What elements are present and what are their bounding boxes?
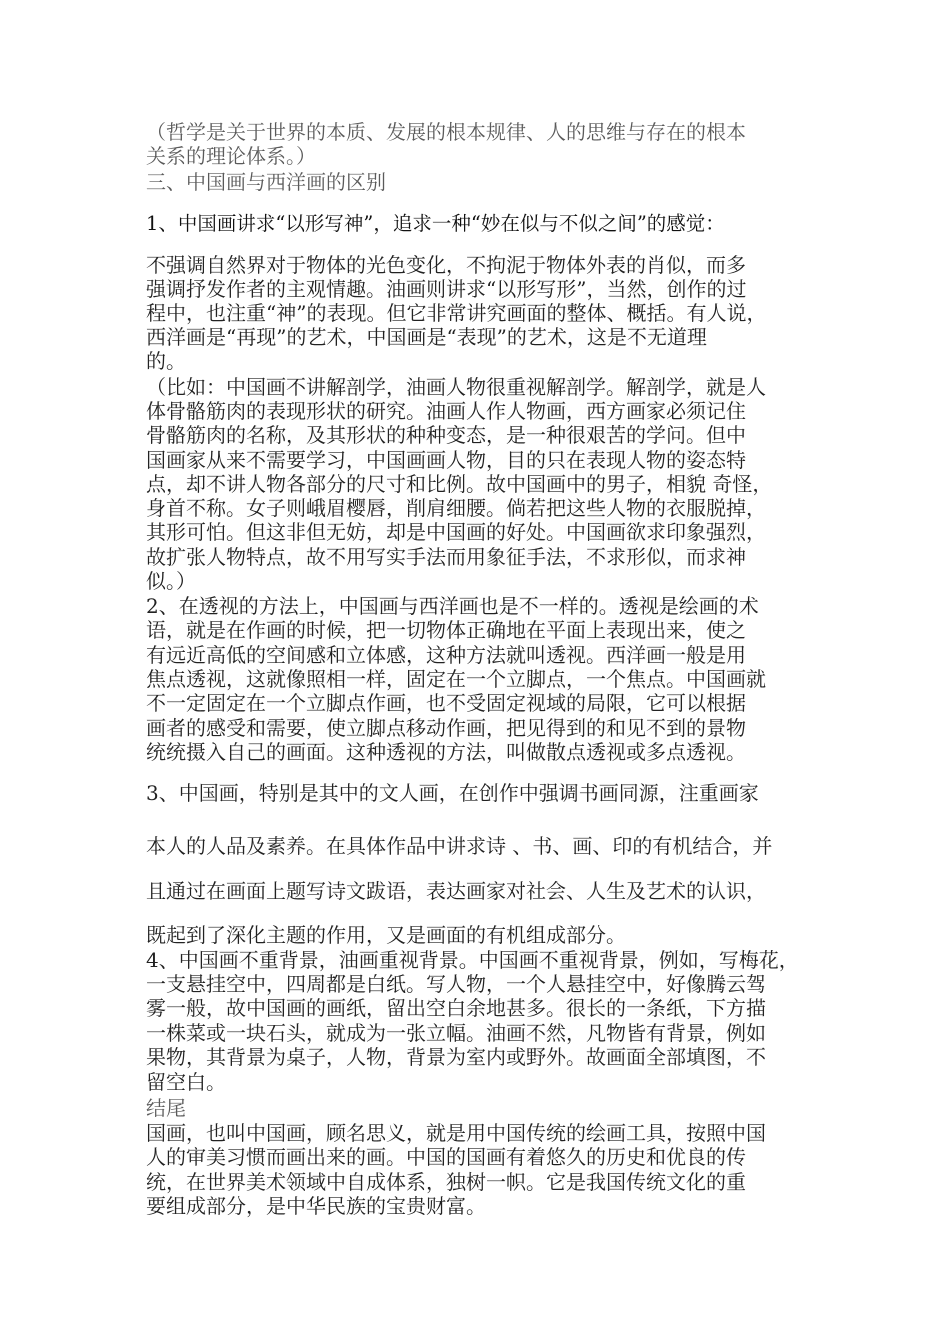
point-4-line: 一株菜或一块石头，就成为一张立幅。油画不然，凡物皆有背景，例如 <box>146 1021 766 1045</box>
conclusion-line: 人的审美习惯而画出来的画。中国的国画有着悠久的历史和优良的传 <box>146 1145 746 1169</box>
conclusion-line: 国画，也叫中国画，顾名思义，就是用中国传统的绘画工具，按照中国 <box>146 1121 766 1145</box>
point-1-line: 不强调自然界对于物体的光色变化，不拘泥于物体外表的肖似，而多 <box>146 253 746 277</box>
point-2-line: 焦点透视，这就像照相一样，固定在一个立脚点，一个焦点。中国画就 <box>146 667 766 691</box>
point-3-line: 且通过在画面上题写诗文跋语，表达画家对社会、人生及艺术的认识， <box>146 879 766 903</box>
point-2-line: 不一定固定在一个立脚点作画，也不受固定视域的局限，它可以根据 <box>146 691 746 715</box>
conclusion-line: 统，在世界美术领域中自成体系，独树一帜。它是我国传统文化的重 <box>146 1170 746 1194</box>
point-1-line: 的。 <box>146 349 186 373</box>
section-heading: 三、中国画与西洋画的区别 <box>146 170 386 194</box>
point-3-line: 既起到了深化主题的作用，又是画面的有机组成部分。 <box>146 923 626 947</box>
point-1-example-line: （比如：中国画不讲解剖学，油画人物很重视解剖学。解剖学，就是人 <box>146 375 766 399</box>
conclusion-heading: 结尾 <box>146 1096 186 1120</box>
point-1-example-line: 点，却不讲人物各部分的尺寸和比例。故中国画中的男子，相貌 奇怪， <box>146 472 773 496</box>
point-2-line: 画者的感受和需要，使立脚点移动作画，把见得到的和见不到的景物 <box>146 716 746 740</box>
point-3-line: 3、中国画，特别是其中的文人画，在创作中强调书画同源，注重画家 <box>146 781 759 805</box>
point-1-example-line: 身首不称。女子则峨眉樱唇，削肩细腰。倘若把这些人物的衣服脱掉， <box>146 496 766 520</box>
point-1-example-line: 体骨骼筋肉的表现形状的研究。油画人作人物画，西方画家必须记住 <box>146 399 746 423</box>
philosophy-note-line: 关系的理论体系。） <box>146 144 316 168</box>
point-1-example-line: 骨骼筋肉的名称，及其形状的种种变态，是一种很艰苦的学问。但中 <box>146 423 746 447</box>
philosophy-note-line: （哲学是关于世界的本质、发展的根本规律、人的思维与存在的根本 <box>146 120 746 144</box>
point-2-line: 有远近高低的空间感和立体感，这种方法就叫透视。西洋画一般是用 <box>146 643 746 667</box>
point-1-line: 强调抒发作者的主观情趣。油画则讲求“以形写形”，当然，创作的过 <box>146 277 747 301</box>
point-2-line: 语，就是在作画的时候，把一切物体正确地在平面上表现出来，使之 <box>146 618 746 642</box>
point-1-line: 程中，也注重“神”的表现。但它非常讲究画面的整体、概括。有人说， <box>146 301 767 325</box>
point-4-line: 雾一般，故中国画的画纸，留出空白余地甚多。很长的一条纸，下方描 <box>146 996 766 1020</box>
point-2-line: 2、在透视的方法上，中国画与西洋画也是不一样的。透视是绘画的术 <box>146 594 759 618</box>
point-1-line: 西洋画是“再现”的艺术，中国画是“表现”的艺术，这是不无道理 <box>146 325 707 349</box>
conclusion-line: 要组成部分，是中华民族的宝贵财富。 <box>146 1194 486 1218</box>
point-1-example-line: 国画家从来不需要学习，中国画画人物，目的只在表现人物的姿态特 <box>146 448 746 472</box>
point-1-heading: 1、中国画讲求“以形写神”，追求一种“妙在似与不似之间”的感觉： <box>146 212 725 235</box>
point-1-example-line: 故扩张人物特点，故不用写实手法而用象征手法，不求形似，而求神 <box>146 545 746 569</box>
point-4-line: 果物，其背景为桌子，人物，背景为室内或野外。故画面全部填图，不 <box>146 1045 766 1069</box>
point-2-line: 统统摄入自己的画面。这种透视的方法，叫做散点透视或多点透视。 <box>146 740 746 764</box>
point-4-line: 留空白。 <box>146 1070 226 1094</box>
point-1-example-line: 似。） <box>146 569 196 593</box>
point-3-line: 本人的人品及素养。在具体作品中讲求诗 、书、画、印的有机结合，并 <box>146 834 773 858</box>
point-4-line: 一支悬挂空中，四周都是白纸。写人物，一个人悬挂空中，好像腾云驾 <box>146 972 766 996</box>
point-1-example-line: 其形可怕。但这非但无妨，却是中国画的好处。中国画欲求印象强烈， <box>146 520 766 544</box>
point-4-line: 4、中国画不重背景，油画重视背景。中国画不重视背景，例如，写梅花， <box>146 948 799 972</box>
